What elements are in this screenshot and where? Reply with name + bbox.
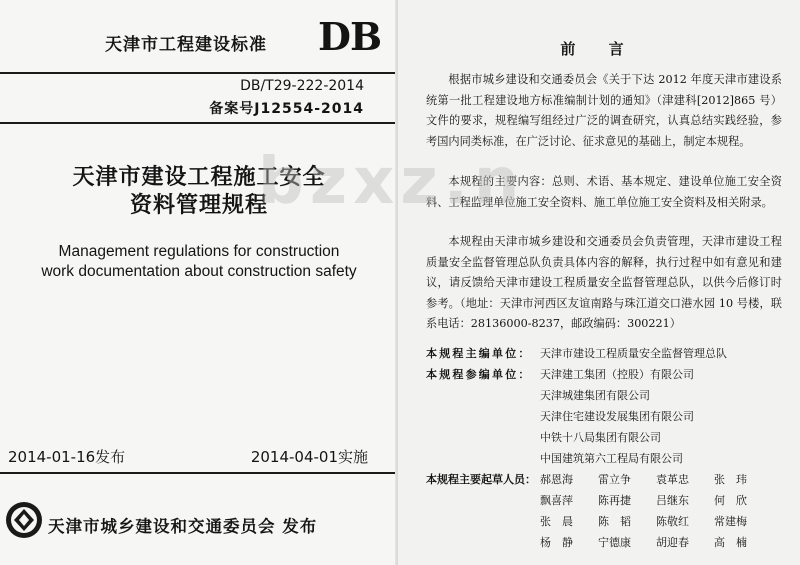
drafters-label: 本规程主要起草人员： xyxy=(426,473,536,486)
title-en-line-1: Management regulations for construction xyxy=(58,243,340,260)
bottom-rule xyxy=(0,472,398,474)
drafter-name: 常建梅 xyxy=(714,515,747,528)
drafter-name: 袁革忠 xyxy=(656,473,689,486)
participant-unit: 天津住宅建设发展集团有限公司 xyxy=(540,410,694,423)
paragraph-text: 本规程由天津市城乡建设和交通委员会负责管理，天津市建设工程质量安全监督管理总队负责具体内容的解释，执行过程中如有意见和建议，请反馈给天津市建设工程质量安全监督管理总队，以供今后修订时参考。（地址：天津市河西区友谊南路与珠江道交口港水园 10 号楼，联系电话：28136000-8237，邮政编码：300221） xyxy=(426,235,782,330)
publisher: 天津市城乡建设和交通委员会 发布 xyxy=(48,517,318,536)
issue-date: 2014-01-16发布 xyxy=(8,448,126,466)
drafter-name: 何 欣 xyxy=(714,494,747,507)
foreword-paragraph-3 xyxy=(426,232,782,335)
drafter-name: 飘喜萍 xyxy=(540,494,573,507)
drafter-name: 陈再捷 xyxy=(598,494,631,507)
drafter-name: 杨 静 xyxy=(540,536,573,549)
participants-label: 本规程参编单位： xyxy=(426,368,532,381)
publisher-emblem-icon xyxy=(4,500,44,540)
drafter-name: 张 晨 xyxy=(540,515,573,528)
standard-number: DB/T29-222-2014 xyxy=(240,78,364,94)
drafter-name: 胡迎春 xyxy=(656,536,689,549)
title-cn-line-1: 天津市建设工程施工安全 xyxy=(72,165,326,190)
participant-unit: 中国建筑第六工程局有限公司 xyxy=(540,452,683,465)
effective-date: 2014-04-01实施 xyxy=(250,448,368,466)
drafter-name: 宁德康 xyxy=(598,536,631,549)
middle-rule xyxy=(0,122,398,124)
foreword-heading: 前 言 xyxy=(560,40,638,58)
participant-unit: 中铁十八局集团有限公司 xyxy=(540,431,661,444)
title-cn-line-2: 资料管理规程 xyxy=(129,193,268,218)
db-logo: DB xyxy=(318,14,382,59)
drafter-name: 张 玮 xyxy=(714,473,747,486)
chief-editor-unit: 天津市建设工程质量安全监督管理总队 xyxy=(540,347,727,360)
drafter-names xyxy=(540,490,772,511)
paragraph-text: 根据市城乡建设和交通委员会《关于下达 2012 年度天津市建设系统第一批工程建设地方标准编制计划的通知》（津建科[2012]865 号）文件的要求，规程编写组经过广泛的调查研究，认真总结实践经验，参考国内同类标准，在广泛讨论、征求意见的基础上，制定本规程。 xyxy=(426,73,782,148)
participant-unit: 天津城建集团有限公司 xyxy=(540,389,650,402)
drafter-name: 雷立争 xyxy=(598,473,631,486)
foreword-paragraph-1 xyxy=(426,70,782,152)
drafter-name: 吕继东 xyxy=(656,494,689,507)
drafter-name: 高 楠 xyxy=(714,536,747,549)
top-rule xyxy=(0,72,398,74)
watermark: bzxz.n xyxy=(258,145,526,219)
filing-number: 备案号J12554-2014 xyxy=(209,101,364,117)
drafter-name: 陈敬红 xyxy=(656,515,689,528)
drafter-name: 郝恩海 xyxy=(540,473,573,486)
standard-series-label: 天津市工程建设标准 xyxy=(105,35,267,55)
cover-page xyxy=(0,0,398,565)
drafter-names xyxy=(540,469,772,490)
drafter-name: 陈 韬 xyxy=(598,515,631,528)
drafter-names xyxy=(540,532,772,553)
drafter-names xyxy=(540,511,772,532)
paragraph-text: 本规程的主要内容：总则、术语、基本规定、建设单位施工安全资料、工程监理单位施工安全资料、施工单位施工安全资料及相关附录。 xyxy=(426,175,782,209)
chief-editor-label: 本规程主编单位： xyxy=(426,347,532,360)
foreword-page xyxy=(398,0,800,565)
participant-unit: 天津建工集团（控股）有限公司 xyxy=(540,368,694,381)
title-en-line-2: work documentation about construction safety xyxy=(41,263,357,280)
